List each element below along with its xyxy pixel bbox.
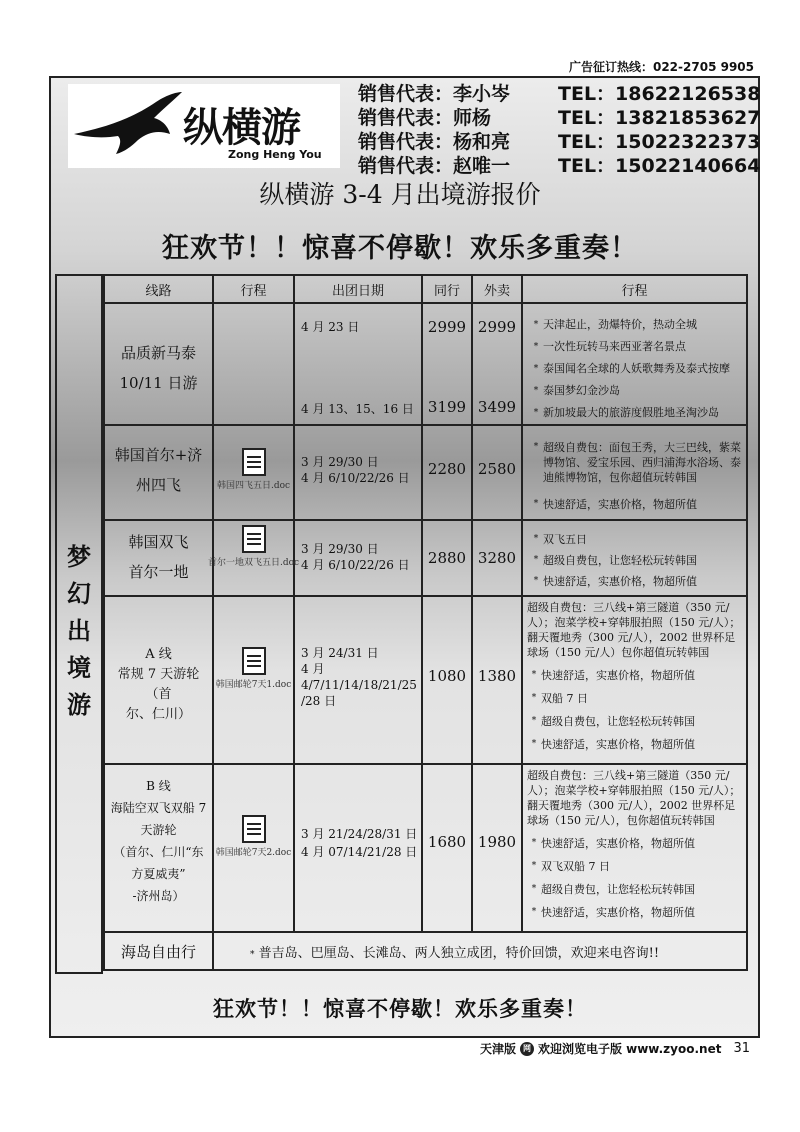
table-header bbox=[104, 275, 747, 303]
dates-cell bbox=[294, 303, 422, 425]
route-cell bbox=[104, 596, 213, 764]
price-value: 1080 bbox=[427, 667, 467, 685]
table-row bbox=[104, 303, 747, 425]
table-row bbox=[104, 425, 747, 520]
header-route: 线路 bbox=[104, 275, 213, 303]
doc-cell bbox=[213, 764, 294, 932]
web-badge-icon: 网 bbox=[520, 1042, 534, 1056]
date-line: 4 月 13、15、16 日 bbox=[301, 402, 414, 416]
page-footer bbox=[480, 1040, 750, 1057]
date-line: 4 月 23 日 bbox=[301, 320, 360, 334]
rep-phone: TEL：15022140664 bbox=[558, 155, 761, 177]
date-line: 4/7/11/14/18/21/25 bbox=[301, 678, 417, 692]
doc-cell bbox=[213, 425, 294, 520]
price-value: 3499 bbox=[477, 398, 517, 416]
list-item: * 超级自费包，让您轻松玩转韩国 bbox=[531, 715, 695, 728]
word-doc-icon bbox=[242, 815, 266, 843]
details-cell bbox=[522, 764, 747, 932]
doc-cell bbox=[213, 596, 294, 764]
rep-line bbox=[358, 130, 760, 154]
header-dates: 出团日期 bbox=[294, 275, 422, 303]
doc-filename: 首尔一地双飞五日.doc bbox=[207, 558, 300, 568]
doc-filename: 韩国四飞五日.doc bbox=[216, 481, 291, 491]
header-itinerary: 行程 bbox=[213, 275, 294, 303]
header-retail-price: 外卖 bbox=[472, 275, 522, 303]
date-line: 4 月 bbox=[301, 662, 325, 676]
price-table bbox=[103, 274, 748, 971]
brand-name: 纵横游 bbox=[183, 105, 300, 151]
word-doc-icon bbox=[242, 525, 266, 553]
doc-attachment[interactable] bbox=[214, 426, 293, 491]
retail-price-cell bbox=[472, 303, 522, 425]
price-value: 3199 bbox=[427, 398, 467, 416]
island-desc: 普吉岛、巴厘岛、长滩岛、两人独立成团，特价回馈，欢迎来电咨询!! bbox=[258, 945, 660, 961]
rep-label: 销售代表：杨和亮 bbox=[358, 131, 511, 153]
table-row bbox=[104, 764, 747, 932]
rep-phone: TEL：18622126538 bbox=[558, 83, 761, 105]
bird-logo-icon bbox=[72, 90, 184, 156]
route-line: 常规 7 天游轮（首 bbox=[117, 667, 200, 702]
rep-label: 销售代表：李小岑 bbox=[358, 83, 511, 105]
date-line: 4 月 6/10/22/26 日 bbox=[301, 558, 410, 572]
route-cell bbox=[104, 303, 213, 425]
page-number: 31 bbox=[733, 1041, 750, 1056]
details-cell bbox=[522, 303, 747, 425]
list-item: * 双飞双船 7 日 bbox=[531, 860, 610, 873]
price-value: 2999 bbox=[477, 318, 517, 336]
package-text: 超级自费包：三八线+第三隧道（350 元/人）；泡菜学校+穿韩服拍照（150 元/人）；翻天覆地秀（300 元/人），2002 世界杯足球场（150 元/人），包你超值玩转韩国 bbox=[527, 769, 741, 827]
list-item: * 超级自费包，让您轻松玩转韩国 bbox=[533, 554, 697, 567]
rep-phone: TEL：13821853627 bbox=[558, 107, 761, 129]
sales-reps bbox=[358, 82, 760, 178]
table-row bbox=[104, 520, 747, 596]
slogan: 狂欢节！！惊喜不停歇！欢乐多重奏！ bbox=[162, 233, 638, 264]
list-item: * 泰国梦幻金沙岛 bbox=[533, 384, 620, 397]
doc-attachment[interactable] bbox=[207, 521, 300, 568]
ad-hotline: 广告征订热线：022-2705 9905 bbox=[568, 60, 754, 74]
category-label: 梦幻出境游 bbox=[67, 542, 91, 719]
price-value: 2999 bbox=[427, 318, 467, 336]
doc-filename: 韩国邮轮7天1.doc bbox=[215, 680, 292, 690]
price-value: 2280 bbox=[427, 460, 467, 478]
rep-label: 销售代表：师杨 bbox=[358, 107, 492, 129]
rep-phone: TEL：15022322373 bbox=[558, 131, 761, 153]
edition-label: 天津版 bbox=[479, 1042, 516, 1056]
doc-attachment[interactable] bbox=[214, 597, 293, 690]
route-line: 首尔一地 bbox=[128, 563, 189, 581]
list-item: * 泰国闻名全球的人妖歌舞秀及泰式按摩 bbox=[533, 362, 730, 375]
peer-price-cell bbox=[422, 303, 472, 425]
word-doc-icon bbox=[242, 647, 266, 675]
route-line: （首尔、仁川“东 bbox=[113, 845, 204, 859]
word-doc-icon bbox=[242, 448, 266, 476]
date-line: 3 月 29/30 日 bbox=[301, 455, 379, 469]
peer-price-cell bbox=[422, 425, 472, 520]
table-row bbox=[104, 932, 747, 970]
dates-cell bbox=[294, 764, 422, 932]
route-line: A 线 bbox=[145, 647, 172, 662]
route-line: 海陆空双飞双船 7 bbox=[110, 801, 207, 815]
details-cell bbox=[522, 425, 747, 520]
category-column bbox=[55, 274, 103, 974]
list-item: * 双船 7 日 bbox=[531, 692, 588, 705]
doc-attachment[interactable] bbox=[214, 765, 293, 858]
route-cell bbox=[104, 764, 213, 932]
route-line: 天游轮 bbox=[140, 823, 177, 837]
list-item: * 快速舒适，实惠价格，物超所值 bbox=[533, 498, 697, 511]
retail-price-cell bbox=[472, 764, 522, 932]
dates-cell bbox=[294, 425, 422, 520]
rep-line bbox=[358, 106, 760, 130]
list-item: * 快速舒适，实惠价格，物超所值 bbox=[531, 906, 695, 919]
list-item: * 超级自费包：面包王秀，大三巴线，紫菜博物馆、爱宝乐园、西归浦海水浴场、泰迪熊博物馆，包你超值玩转韩国 bbox=[533, 441, 741, 484]
doc-filename: 韩国邮轮7天2.doc bbox=[215, 848, 292, 858]
route-line: 尔、仁川） bbox=[125, 707, 191, 722]
price-value: 1680 bbox=[427, 833, 467, 851]
rep-line bbox=[358, 82, 760, 106]
route-line: 韩国首尔+济 bbox=[114, 446, 203, 464]
list-item: * 超级自费包，让您轻松玩转韩国 bbox=[531, 883, 695, 896]
doc-cell bbox=[213, 303, 294, 425]
price-value: 2580 bbox=[477, 460, 517, 478]
route-line: 品质新马泰 bbox=[120, 344, 196, 362]
route-line: 海岛自由行 bbox=[120, 942, 196, 961]
retail-price-cell bbox=[472, 596, 522, 764]
package-text: 超级自费包：三八线+第三隧道（350 元/人）；泡菜学校+穿韩服拍照（150 元/人）；翻天覆地秀（300 元/人），2002 世界杯足球场（150 元/人）包你超值玩转韩国 bbox=[527, 601, 741, 659]
route-cell bbox=[104, 520, 213, 596]
route-line: 韩国双飞 bbox=[128, 533, 189, 551]
dates-cell bbox=[294, 596, 422, 764]
page-title: 纵横游 3-4 月出境游报价 bbox=[259, 180, 541, 209]
route-line: 州四飞 bbox=[135, 476, 181, 494]
date-line: 3 月 29/30 日 bbox=[301, 542, 379, 556]
table-row bbox=[104, 596, 747, 764]
header-details: 行程 bbox=[522, 275, 747, 303]
list-item: * 快速舒适，实惠价格，物超所值 bbox=[531, 669, 695, 682]
footer-text: 欢迎浏览电子版 www.zyoo.net bbox=[537, 1042, 722, 1056]
list-item: * 一次性玩转马来西亚著名景点 bbox=[533, 340, 686, 353]
list-item: * 新加坡最大的旅游度假胜地圣淘沙岛 bbox=[533, 406, 719, 419]
list-item: * 快速舒适，实惠价格，物超所值 bbox=[531, 738, 695, 751]
date-line: 3 月 24/31 日 bbox=[301, 646, 379, 660]
details-cell bbox=[522, 520, 747, 596]
route-line: -济州岛） bbox=[132, 889, 185, 903]
route-cell bbox=[104, 425, 213, 520]
retail-price-cell bbox=[472, 520, 522, 596]
retail-price-cell bbox=[472, 425, 522, 520]
rep-label: 销售代表：赵唯一 bbox=[358, 155, 511, 177]
date-line: 4 月 6/10/22/26 日 bbox=[301, 471, 410, 485]
list-item: * 快速舒适，实惠价格，物超所值 bbox=[531, 837, 695, 850]
list-item: * 天津起止，劲爆特价，热动全城 bbox=[533, 318, 697, 331]
doc-cell bbox=[207, 520, 300, 596]
dates-cell bbox=[294, 520, 422, 596]
price-value: 3280 bbox=[477, 549, 517, 567]
header-peer-price: 同行 bbox=[422, 275, 472, 303]
route-line: 方夏威夷” bbox=[131, 867, 186, 881]
price-value: 2880 bbox=[427, 549, 467, 567]
list-item: * 快速舒适，实惠价格，物超所值 bbox=[533, 575, 697, 588]
peer-price-cell bbox=[422, 764, 472, 932]
list-item: * 双飞五日 bbox=[533, 533, 587, 546]
price-value: 1980 bbox=[477, 833, 517, 851]
brand-subtitle: Zong Heng You bbox=[228, 148, 322, 161]
route-line: B 线 bbox=[146, 779, 171, 793]
brand-logo bbox=[68, 84, 340, 168]
details-cell bbox=[522, 596, 747, 764]
date-line: 3 月 21/24/28/31 日 bbox=[301, 827, 418, 841]
peer-price-cell bbox=[422, 520, 472, 596]
route-cell bbox=[104, 932, 213, 970]
price-value: 1380 bbox=[477, 667, 517, 685]
island-desc-cell: * 普吉岛、巴厘岛、长滩岛、两人独立成团，特价回馈，欢迎来电咨询!! bbox=[213, 932, 747, 970]
date-line: /28 日 bbox=[301, 694, 337, 708]
date-line: 4 月 07/14/21/28 日 bbox=[301, 845, 418, 859]
route-line: 10/11 日游 bbox=[119, 374, 198, 392]
peer-price-cell bbox=[422, 596, 472, 764]
bottom-slogan: 狂欢节！！惊喜不停歇！欢乐多重奏！ bbox=[213, 996, 587, 1021]
